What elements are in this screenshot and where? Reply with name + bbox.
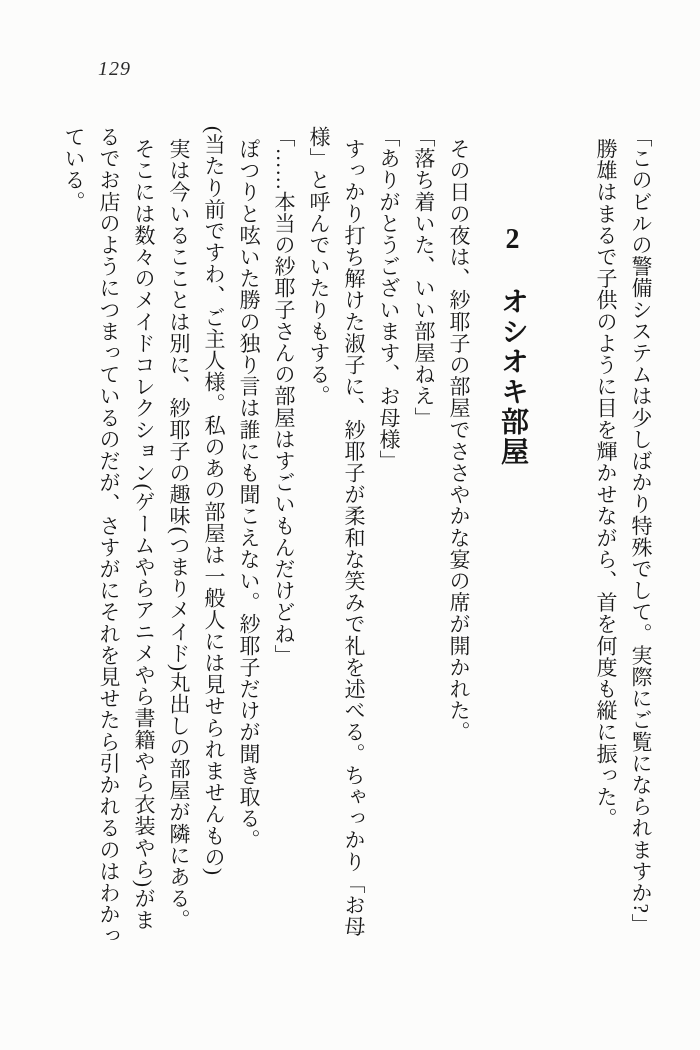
text-line: 「落ち着いた、いい部屋ねえ」 (412, 126, 436, 429)
text-line: 「ありがとうございます、お母様」 (377, 126, 401, 472)
text-line: 「このビルの警備システムは少しばかり特殊でして。実際にご覧になられますか?」 (629, 126, 653, 936)
text-line: そこには数々のメイドコレクション(ゲームやらアニメやら書籍やら衣装やら)がま (132, 138, 156, 931)
text-line: るでお店のようにつまっているのだが、さすがにそれを見せたら引かれるのはわかっ (97, 126, 121, 947)
text-line: 勝雄はまるで子供のように目を輝かせながら、首を何度も縦に振った。 (594, 138, 618, 830)
text-line: その日の夜は、紗耶子の部屋でささやかな宴の席が開かれた。 (447, 138, 471, 743)
text-line: 様」と呼んでいたりもする。 (307, 126, 331, 407)
text-line: すっかり打ち解けた淑子に、紗耶子が柔和な笑みで礼を述べる。ちゃっかり「お母 (342, 138, 366, 938)
page-number: 129 (98, 58, 131, 80)
text-line: ぽつりと呟いた勝の独り言は誰にも聞こえない。紗耶子だけが聞き取る。 (237, 138, 261, 851)
text-line: 「……本当の紗耶子さんの部屋はすごいもんだけどね」 (272, 126, 296, 666)
chapter-title: オシオキ部屋 (497, 257, 528, 467)
text-line: 実は今いるこことは別に、紗耶子の趣味(つまりメイド)丸出しの部屋が隣にある。 (167, 138, 191, 931)
chapter-heading (490, 126, 534, 974)
chapter-number: 2 (497, 224, 528, 257)
text-line: ている。 (62, 126, 86, 213)
text-area (56, 126, 658, 974)
text-line: (当たり前ですわ、ご主人様。私のあの部屋は一般人には見せられませんもの) (202, 126, 226, 876)
